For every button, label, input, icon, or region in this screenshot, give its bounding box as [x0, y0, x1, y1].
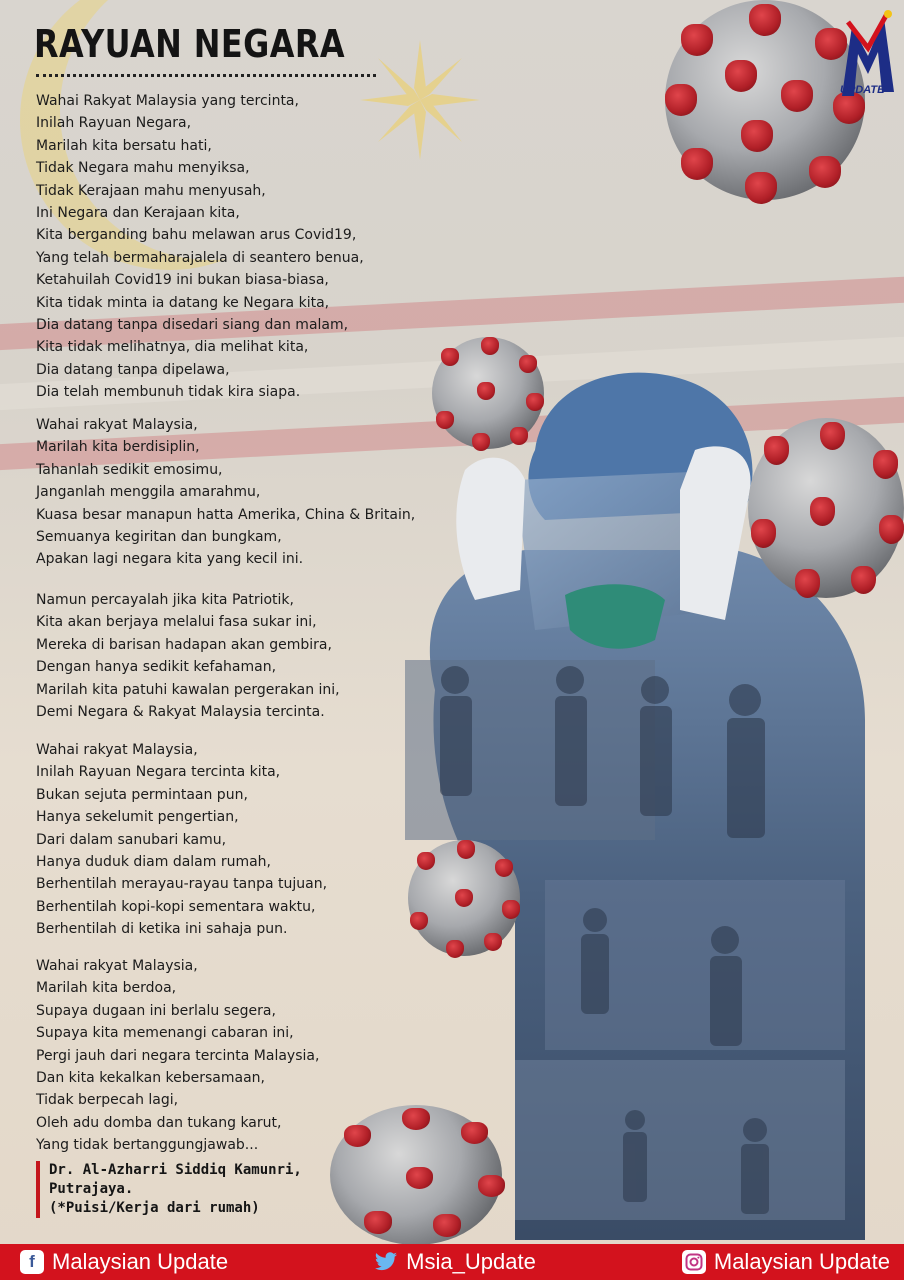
- logo-text: UPDATE: [840, 84, 885, 96]
- poem-line: Yang telah bermaharajalela di seantero benua,: [36, 249, 364, 266]
- poem-line: Dia datang tanpa disedari siang dan malam,: [36, 317, 349, 334]
- poem-stanza-2: [36, 414, 415, 571]
- facebook-icon: f: [20, 1250, 44, 1274]
- author-place: Putrajaya.: [49, 1181, 134, 1197]
- poem-line: Dan kita kekalkan kebersamaan,: [36, 1070, 265, 1087]
- poem-line: Janganlah menggila amarahmu,: [36, 484, 261, 501]
- poem-line: Dari dalam sanubari kamu,: [36, 831, 227, 848]
- instagram-label: Malaysian Update: [713, 1249, 890, 1274]
- poem-line: Kita berganding bahu melawan arus Covid19,: [36, 227, 357, 244]
- poem-line: Wahai rakyat Malaysia,: [36, 742, 198, 758]
- poem-line: Ketahuilah Covid19 ini bukan biasa-biasa,: [36, 272, 329, 289]
- poem-stanza-1: [36, 90, 364, 404]
- poem-line: Apakan lagi negara kita yang kecil ini.: [36, 551, 304, 568]
- instagram-icon: [682, 1250, 706, 1274]
- poem-line: Tidak berpecah lagi,: [36, 1092, 179, 1109]
- poem-line: Inilah Rayuan Negara,: [36, 115, 192, 132]
- poem-line: Wahai Rakyat Malaysia yang tercinta,: [36, 93, 299, 109]
- facebook-label: Malaysian Update: [52, 1249, 229, 1274]
- poem-line: Hanya sekelumit pengertian,: [36, 809, 239, 826]
- poem-line: Marilah kita berdoa,: [36, 980, 177, 997]
- poem-line: Supaya kita memenangi cabaran ini,: [36, 1025, 294, 1042]
- poem-line: Inilah Rayuan Negara tercinta kita,: [36, 764, 281, 781]
- poem-line: Berhentilah kopi-kopi sementara waktu,: [36, 898, 316, 915]
- social-footer: [0, 1244, 904, 1280]
- virus-particle-icon: [330, 1105, 502, 1245]
- poem-line: Tidak Negara mahu menyiksa,: [36, 160, 250, 177]
- author-name: Dr. Al-Azharri Siddiq Kamunri,: [49, 1162, 302, 1178]
- poem-line: Hanya duduk diam dalam rumah,: [36, 854, 272, 871]
- poem-line: Marilah kita berdisiplin,: [36, 439, 200, 456]
- poem-line: Ini Negara dan Kerajaan kita,: [36, 205, 240, 222]
- poem-stanza-4: [36, 739, 327, 941]
- poem-line: Bukan sejuta permintaan pun,: [36, 786, 248, 803]
- poem-line: Tahanlah sedikit emosimu,: [36, 461, 223, 478]
- virus-particle-icon: [748, 418, 904, 598]
- poem-line: Supaya dugaan ini berlalu segera,: [36, 1002, 276, 1019]
- poem-line: Marilah kita patuhi kawalan pergerakan ini,: [36, 681, 340, 698]
- twitter-label: Msia_Update: [406, 1249, 536, 1274]
- poem-line: Kita akan berjaya melalui fasa sukar ini,: [36, 614, 317, 631]
- poem-line: Marilah kita bersatu hati,: [36, 137, 212, 154]
- poem-stanza-5: [36, 955, 319, 1157]
- poem-line: Demi Negara & Rakyat Malaysia tercinta.: [36, 704, 325, 721]
- poem-stanza-3: [36, 589, 340, 723]
- twitter-icon: [374, 1250, 398, 1274]
- poem-line: Oleh adu domba dan tukang karut,: [36, 1114, 282, 1131]
- poem-line: Yang tidak bertanggungjawab...: [36, 1137, 259, 1154]
- poem-line: Pergi jauh dari negara tercinta Malaysia,: [36, 1047, 320, 1064]
- virus-particle-icon: [432, 337, 544, 449]
- title-divider: [36, 74, 376, 77]
- twitter-link[interactable]: [374, 1249, 536, 1275]
- virus-particle-icon: [665, 0, 865, 200]
- instagram-link[interactable]: [682, 1249, 890, 1275]
- poem-line: Tidak Kerajaan mahu menyusah,: [36, 182, 266, 199]
- poem-line: Namun percayalah jika kita Patriotik,: [36, 592, 294, 608]
- poem-line: Kita tidak minta ia datang ke Negara kita,: [36, 294, 330, 311]
- poem-line: Wahai rakyat Malaysia,: [36, 958, 198, 974]
- facebook-link[interactable]: [20, 1249, 228, 1275]
- poem-line: Semuanya kegiritan dan bungkam,: [36, 529, 282, 546]
- poem-line: Dia telah membunuh tidak kira siapa.: [36, 384, 301, 401]
- flag-star-icon: [360, 40, 480, 160]
- poem-line: Berhentilah merayau-rayau tanpa tujuan,: [36, 876, 328, 893]
- poem-line: Wahai rakyat Malaysia,: [36, 417, 198, 433]
- poem-line: Berhentilah di ketika ini sahaja pun.: [36, 921, 288, 938]
- author-note: (*Puisi/Kerja dari rumah): [49, 1200, 260, 1216]
- poem-line: Kita tidak melihatnya, dia melihat kita,: [36, 339, 309, 356]
- poem-line: Kuasa besar manapun hatta Amerika, China & Britain,: [36, 506, 416, 523]
- poem-line: Mereka di barisan hadapan akan gembira,: [36, 636, 332, 653]
- poem-title: RAYUAN NEGARA: [34, 22, 345, 66]
- author-block: [36, 1161, 302, 1218]
- poem-line: Dia datang tanpa dipelawa,: [36, 361, 230, 378]
- poem-line: Dengan hanya sedikit kefahaman,: [36, 659, 277, 676]
- virus-particle-icon: [408, 840, 520, 956]
